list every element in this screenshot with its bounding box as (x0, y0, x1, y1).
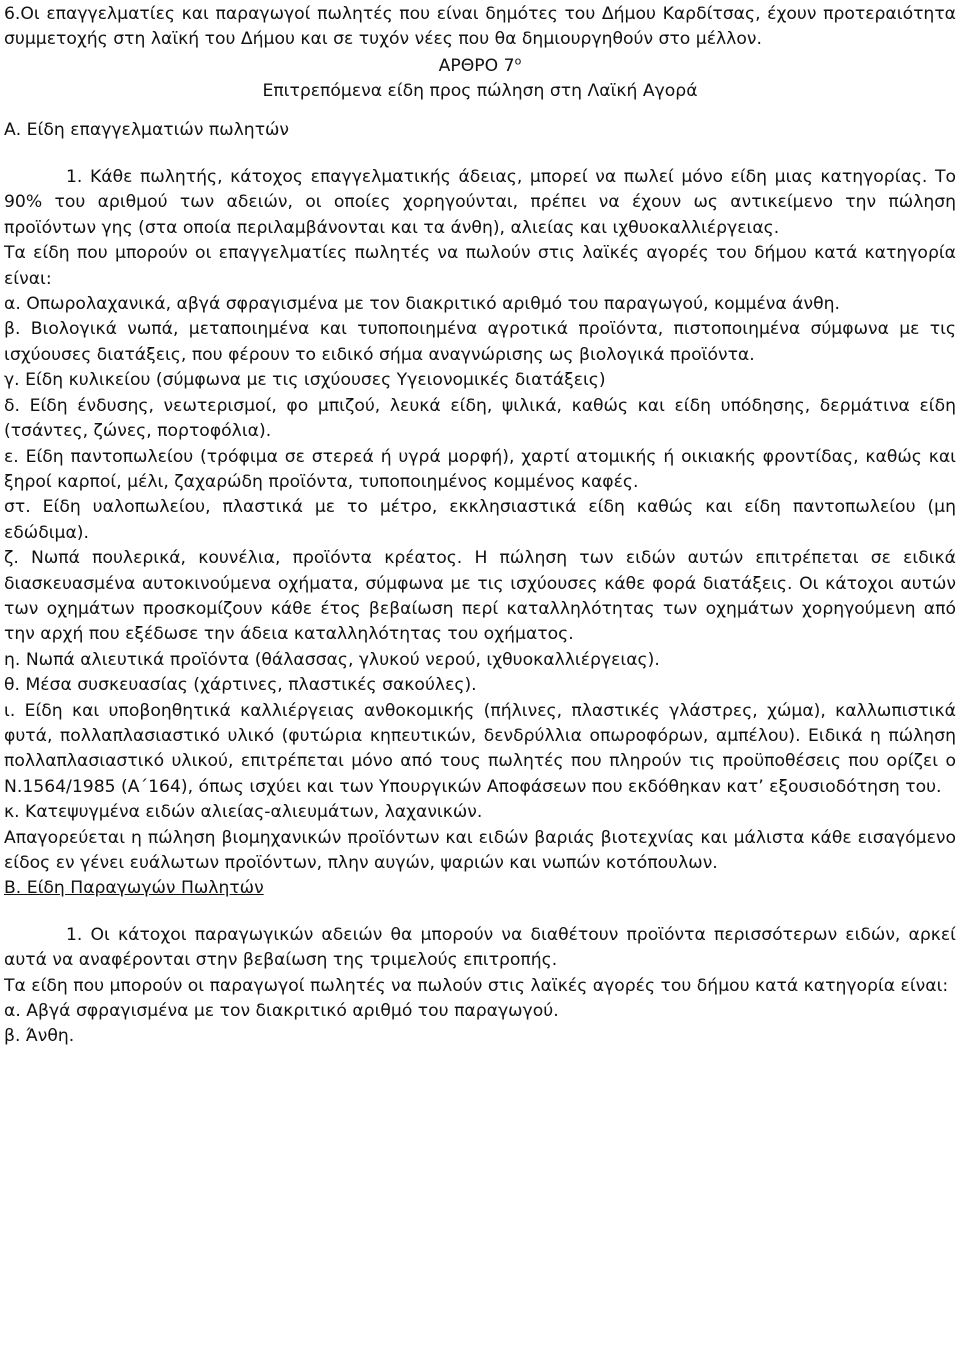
list-item-a-alpha: α. Οπωρολαχανικά, αβγά σφραγισμένα με τον διακριτικό αριθμό του παραγωγού, κομμένα άνθη. (4, 294, 840, 315)
list-item-a-beta: β. Βιολογικά νωπά, μεταποιημένα και τυποποιημένα αγροτικά προϊόντα, πιστοποιημένα σύμφωνα με τις ισχύουσες διατάξεις, που φέρουν το ειδικό σήμα αναγνώρισης ως βιολογικά προϊόντα. (4, 319, 956, 365)
section-a-paragraph-1: 1. Κάθε πωλητής, κάτοχος επαγγελματικής άδειας, μπορεί να πωλεί μόνο είδη μιας κατηγορίας. Το 90% του αριθμού των αδειών, οι οποίες χορηγούνται, πρέπει να έχουν ως αντικείμενο την πώληση προϊόντων γης (στα οποία περιλαμβάνονται και τα άνθη), αλιείας και ιχθυοκαλλιέργειας. (4, 167, 956, 238)
section-b-heading (4, 876, 956, 901)
list-item-a-kappa: κ. Κατεψυγμένα ειδών αλιείας-αλιευμάτων, λαχανικών. (4, 802, 483, 823)
section-a-prohibition: Απαγορεύεται η πώληση βιομηχανικών προϊόντων και ειδών βαριάς βιοτεχνίας και μάλιστα κάθε εισαγόμενο είδος εν γένει ευάλωτων προϊόντων, πλην αυγών, ψαριών και νωπών κοτόπουλων. (4, 827, 956, 873)
section-b-intro: Τα είδη που μπορούν οι παραγωγοί πωλητές να πωλούν στις λαϊκές αγορές του δήμου κατά κατηγορία είναι: (4, 975, 949, 996)
list-item-a-gamma: γ. Είδη κυλικείου (σύμφωνα με τις ισχύουσες Υγειονομικές διατάξεις) (4, 370, 606, 391)
list-item-b-beta: β. Άνθη. (4, 1026, 75, 1047)
paragraph-6: 6.Οι επαγγελματίες και παραγωγοί πωλητές που είναι δημότες του Δήμου Καρδίτσας, έχουν προτεραιότητα συμμετοχής στη λαϊκή του Δήμου και σε τυχόν νέες που θα δημιουργηθούν στο μέλλον. (4, 4, 956, 50)
list-item-b-alpha: α. Αβγά σφραγισμένα με τον διακριτικό αριθμό του παραγωγού. (4, 1001, 559, 1022)
list-item-a-eta: η. Νωπά αλιευτικά προϊόντα (θάλασσας, γλυκού νερού, ιχθυοκαλλιέργειας). (4, 649, 660, 670)
section-b-paragraph-1: 1. Οι κάτοχοι παραγωγικών αδειών θα μπορούν να διαθέτουν προϊόντα περισσότερων ειδών, αρκεί αυτά να αναφέρονται στην βεβαίωση της τριμελούς επιτροπής. (4, 924, 956, 971)
article-title (4, 54, 956, 79)
list-item-a-zeta: ζ. Νωπά πουλερικά, κουνέλια, προϊόντα κρέατος. Η πώληση των ειδών αυτών επιτρέπεται σε ειδικά διασκευασμένα αυτοκινούμενα οχήματα, σύμφωνα με τις ισχύουσες κάθε φορά διατάξεις. Οι κάτοχοι αυτών των οχημάτων προσκομίζουν κάθε έτος βεβαίωση περί καταλληλότητας των οχημάτων χορηγούμενη από την αρχή που εξέδωσε την άδεια καταλληλότητας του οχήματος. (4, 548, 956, 645)
list-item-a-stigma: στ. Είδη υαλοπωλείου, πλαστικά με το μέτρο, εκκλησιαστικά είδη καθώς και είδη παντοπωλείου (μη εδώδιμα). (4, 497, 956, 543)
article-subtitle: Επιτρεπόμενα είδη προς πώληση στη Λαϊκή Αγορά (262, 81, 698, 102)
section-a-heading: Α. Είδη επαγγελματιών πωλητών (4, 119, 290, 140)
article-title-superscript: ο (514, 54, 522, 68)
article-title-text: ΑΡΘΡΟ 7 (438, 55, 515, 76)
section-b-heading-text: Β. Είδη Παραγωγών Πωλητών (4, 878, 264, 899)
list-item-a-delta: δ. Είδη ένδυσης, νεωτερισμοί, φο μπιζού, λευκά είδη, ψιλικά, καθώς και είδη υπόδησης, δερμάτινα είδη (τσάντες, ζώνες, πορτοφόλια). (4, 395, 956, 442)
list-item-a-iota: ι. Είδη και υποβοηθητικά καλλιέργειας ανθοκομικής (πήλινες, πλαστικές γλάστρες, χώμα), καλλωπιστικά φυτά, πολλαπλασιαστικό υλικό (φυτώρια κηπευτικών, δενδρύλλια οπωροφόρων, αμπέλου). Ειδικά η πώληση πολλαπλασιαστικό υλικού, επιτρέπεται μόνο από τους πωλητές που πληρούν τις προϋποθέσεις που ορίζει ο Ν.1564/1985 (Α΄164), όπως ισχύει και των Υπουργικών Αποφάσεων που εκδόθηκαν κατ’ εξουσιοδότηση του. (4, 700, 956, 797)
section-a-intro: Τα είδη που μπορούν οι επαγγελματίες πωλητές να πωλούν στις λαϊκές αγορές του δήμου κατά κατηγορία είναι: (4, 243, 956, 289)
list-item-a-epsilon: ε. Είδη παντοπωλείου (τρόφιμα σε στερεά ή υγρά μορφή), χαρτί ατομικής ή οικιακής φροντίδας, καθώς και ξηροί καρποί, μέλι, ζαχαρώδη προϊόντα, τυποποιημένος κομμένος καφές. (4, 446, 956, 492)
list-item-a-theta: θ. Μέσα συσκευασίας (χάρτινες, πλαστικές σακούλες). (4, 675, 477, 696)
